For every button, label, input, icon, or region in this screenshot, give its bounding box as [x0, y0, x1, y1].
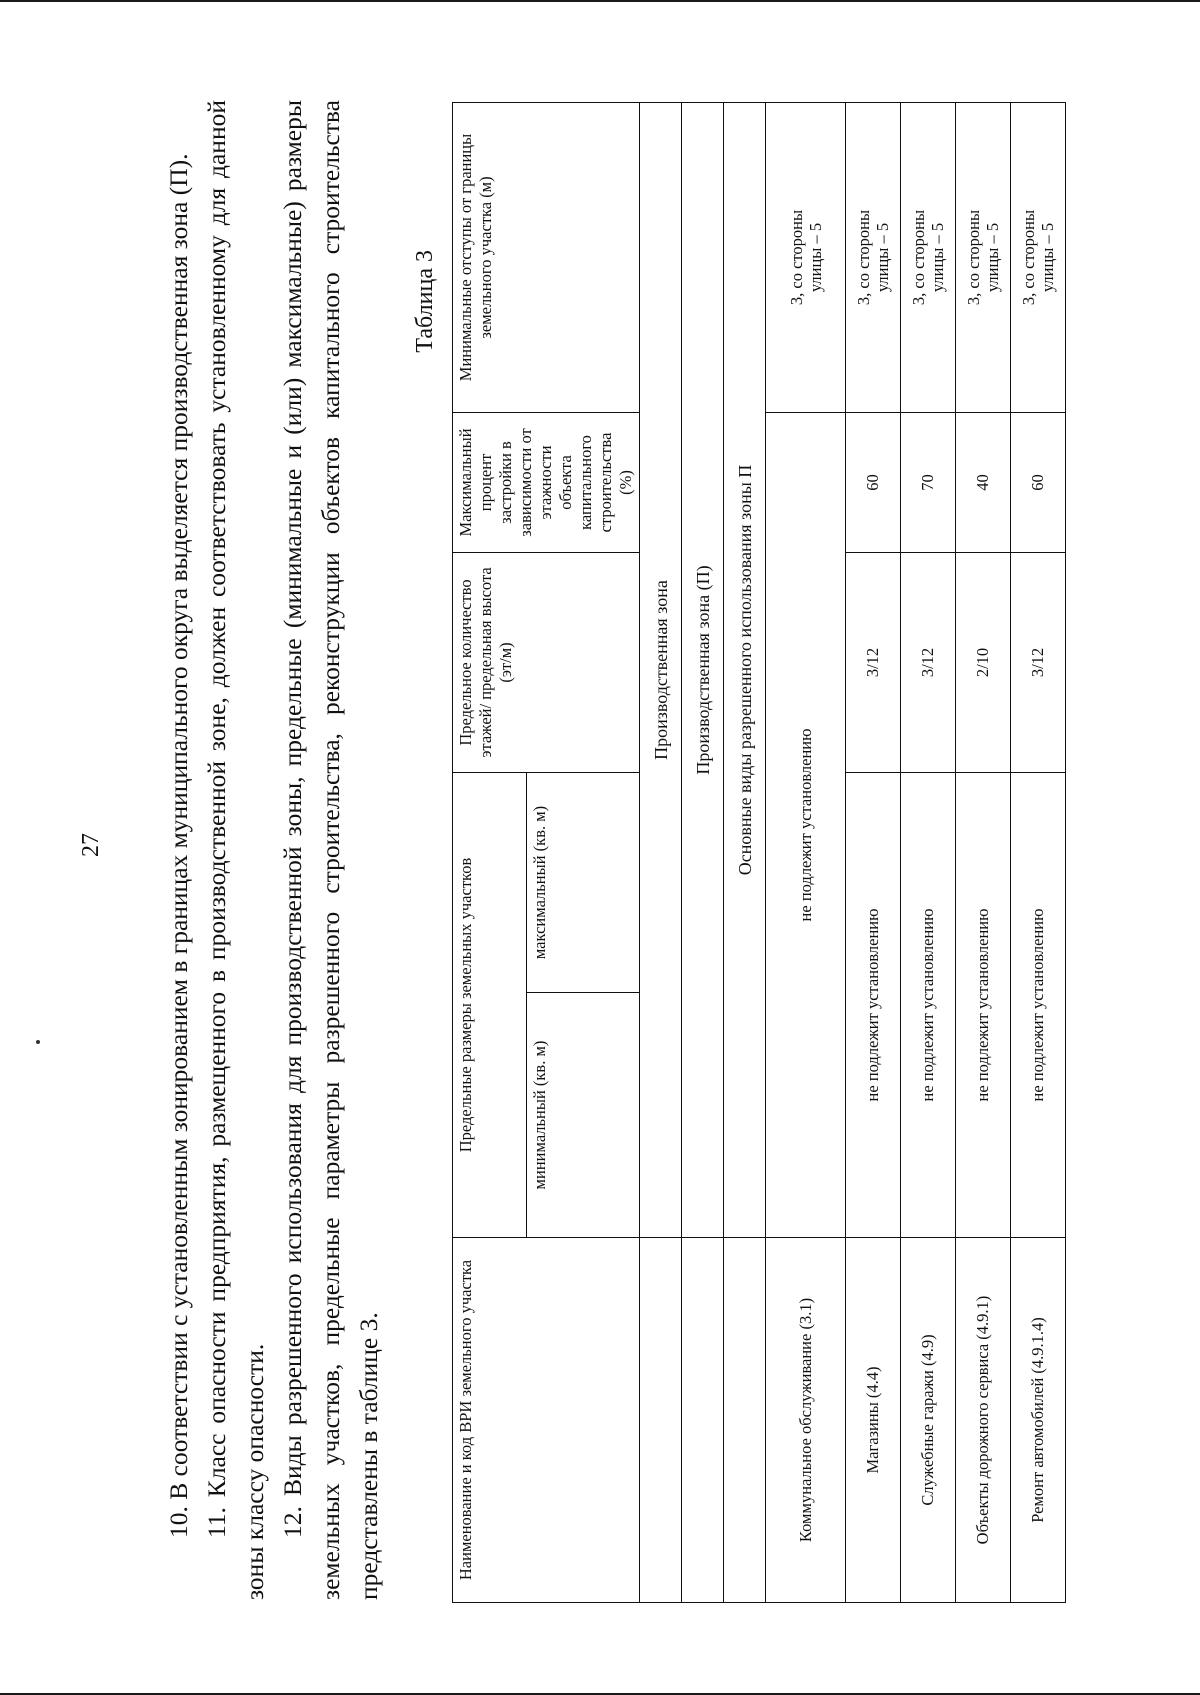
row-name: Объекты дорожного сервиса (4.9.1) — [956, 1238, 1011, 1603]
body-text — [160, 100, 388, 1600]
table-row — [724, 102, 766, 1602]
row-floors: 3/12 — [846, 552, 901, 772]
row-min-max: не подлежит установлению — [901, 772, 956, 1237]
row-coverage: 60 — [846, 412, 901, 552]
setback-line: 3, со стороны — [786, 209, 806, 306]
setback-line: улицы – 5 — [1038, 222, 1057, 293]
subsection-zone: Производственная зона (П) — [682, 102, 724, 1237]
table-row — [956, 102, 1011, 1602]
row-name: Служебные гаражи (4.9) — [901, 1238, 956, 1603]
row-floors: 2/10 — [956, 552, 1011, 772]
header-name: Наименование и код ВРИ земельного участка — [453, 1238, 640, 1603]
header-coverage: Максимальный процент застройки в зависимости от этажности объекта капитального строительства (%) — [453, 412, 640, 552]
paragraph-11: 11. Класс опасности предприятия, размещенного в производственной зоне, должен соответствовать установленному для данной зоны классу опасности. — [202, 100, 269, 1600]
row-coverage: 60 — [1011, 412, 1066, 552]
setback-line: улицы – 5 — [983, 222, 1002, 293]
row-merged-value: не подлежит установлению — [766, 412, 846, 1237]
table-row — [846, 102, 901, 1602]
header-min-size: минимальный (кв. м) — [527, 993, 640, 1238]
table-row — [1011, 102, 1066, 1602]
page-number: 27 — [78, 833, 104, 857]
subsection-label-empty — [682, 1238, 724, 1603]
table-header-row — [453, 102, 527, 1602]
row-setback — [901, 102, 956, 412]
header-floors: Предельное количество этажей/ предельная высота (эт/м) — [453, 552, 640, 772]
header-max-size: максимальный (кв. м) — [527, 772, 640, 992]
table-row — [682, 102, 724, 1602]
row-setback — [1011, 102, 1066, 412]
section-zone: Производственная зона — [640, 102, 682, 1237]
table-row — [640, 102, 682, 1602]
row-floors: 3/12 — [901, 552, 956, 772]
setback-line: улицы – 5 — [873, 222, 892, 293]
paragraph-10: 10. В соответствии с установленным зонированием в границах муниципального округа выделяется производственная зона (П). — [164, 153, 193, 1538]
group-main-uses: Основные виды разрешенного использования зоны П — [724, 102, 766, 1237]
header-plot-sizes: Предельные размеры земельных участков — [453, 772, 527, 1237]
row-coverage: 70 — [901, 412, 956, 552]
table-row — [766, 102, 846, 1602]
permitted-use-table — [452, 102, 1066, 1603]
section-label-empty — [640, 1238, 682, 1603]
row-min-max: не подлежит установлению — [1011, 772, 1066, 1237]
paragraph-12: 12. Виды разрешенного использования для производственной зоны, предельные (минимальные и (или) максимальные) размеры земельных участков, предельные параметры разрешенного строительства, реконструкции объектов капитального строительства представлены в таблице 3. — [278, 100, 383, 1600]
row-name: Ремонт автомобилей (4.9.1.4) — [1011, 1238, 1066, 1603]
setback-line: улицы – 5 — [805, 222, 825, 293]
table-caption: Таблица 3 — [412, 250, 438, 353]
row-min-max: не подлежит установлению — [846, 772, 901, 1237]
setback-line: 3, со стороны — [1019, 209, 1038, 306]
row-setback — [956, 102, 1011, 412]
setback-line: 3, со стороны — [854, 209, 873, 306]
header-setbacks: Минимальные отступы от границы земельного участка (м) — [453, 102, 640, 412]
group-label-empty — [724, 1238, 766, 1603]
setback-line: 3, со стороны — [909, 209, 928, 306]
row-setback — [766, 102, 846, 412]
setback-line: улицы – 5 — [928, 222, 947, 293]
row-name: Магазины (4.4) — [846, 1238, 901, 1603]
setback-line: 3, со стороны — [964, 209, 983, 306]
row-min-max: не подлежит установлению — [956, 772, 1011, 1237]
table-row — [901, 102, 956, 1602]
row-name: Коммунальное обслуживание (3.1) — [766, 1238, 846, 1603]
row-setback — [846, 102, 901, 412]
row-coverage: 40 — [956, 412, 1011, 552]
row-floors: 3/12 — [1011, 552, 1066, 772]
